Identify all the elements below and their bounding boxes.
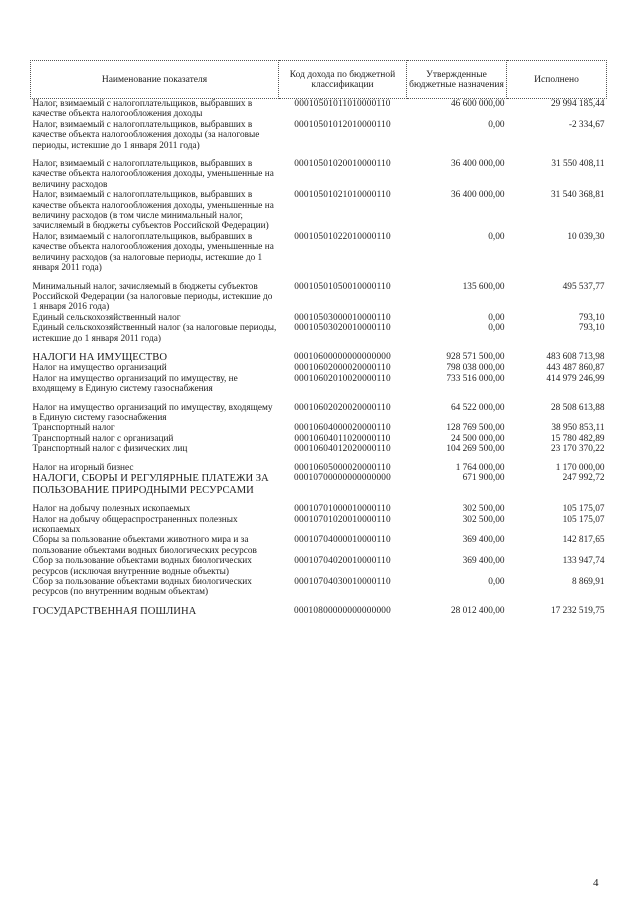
row-name: Единый сельскохозяйственный налог (за налоговые периоды, истекшие до 1 января 2011 года) — [32, 323, 277, 344]
table-row — [31, 473, 607, 496]
row-approved: 1 764 000,00 — [455, 462, 505, 473]
table-row — [31, 556, 607, 577]
table-row — [31, 344, 607, 364]
table-header-row — [31, 61, 607, 99]
table-row — [31, 423, 607, 433]
row-name: Налог на добычу полезных ископаемых — [32, 504, 191, 515]
row-approved: 0,00 — [488, 119, 505, 130]
table-row — [31, 274, 607, 313]
row-code: 00010602000020000110 — [294, 363, 391, 374]
row-code: 00010501020010000110 — [294, 159, 391, 170]
row-code: 00010604011020000110 — [294, 433, 391, 444]
table-row — [31, 190, 607, 232]
row-name: Сбор за пользование объектами водных биологических ресурсов (исключая внутренние водные объекты) — [32, 556, 252, 577]
row-name: Налог, взимаемый с налогоплательщиков, выбравших в качестве объекта налогообложения доходы (за налоговые периоды, истекшие до 1 января 2011 года) — [32, 119, 260, 151]
row-code: 00010700000000000000 — [294, 473, 391, 484]
table-row — [31, 99, 607, 120]
row-name: Налог, взимаемый с налогоплательщиков, выбравших в качестве объекта налогообложения доходы, уменьшенные на величину расходов (в том числе минимальный налог, зачисляемый в бюджеты субъектов Российской Федерации) — [32, 190, 274, 232]
row-executed: 17 232 519,75 — [551, 605, 605, 616]
row-approved: 302 500,00 — [462, 514, 505, 525]
row-executed: 15 780 482,89 — [551, 433, 605, 444]
row-name: Налог на добычу общераспространенных полезных ископаемых — [32, 514, 238, 535]
row-executed: 133 947,74 — [562, 556, 605, 567]
row-name: Налог на игорный бизнес — [32, 462, 134, 473]
row-executed: 1 170 000,00 — [555, 462, 605, 473]
row-approved: 928 571 500,00 — [446, 351, 505, 362]
row-executed: 28 508 613,88 — [551, 402, 605, 413]
row-executed: 38 950 853,11 — [551, 423, 605, 434]
row-code: 00010602020020000110 — [294, 402, 391, 413]
row-code: 00010503020010000110 — [294, 323, 391, 334]
row-name: Сбор за пользование объектами водных биологических ресурсов (по внутренним водным объектам) — [32, 576, 252, 598]
row-name: Единый сельскохозяйственный налог — [32, 312, 181, 323]
row-name: Налог на имущество организаций — [32, 363, 167, 374]
row-approved: 0,00 — [488, 576, 505, 587]
row-approved: 0,00 — [488, 312, 505, 323]
row-name: Налог, взимаемый с налогоплательщиков, выбравших в качестве объекта налогообложения доходы, уменьшенные на величину расходов (за налоговые периоды, истекшие до 1 января 2011 года) — [32, 231, 274, 274]
row-approved: 36 400 000,00 — [451, 159, 505, 170]
row-executed: 23 170 370,22 — [551, 444, 605, 455]
table-row — [31, 444, 607, 454]
row-approved: 28 012 400,00 — [451, 605, 505, 616]
row-executed: 10 039,30 — [567, 231, 605, 242]
row-code: 00010503000010000110 — [294, 312, 391, 323]
row-code: 00010704000010000110 — [294, 535, 391, 546]
row-approved: 369 400,00 — [462, 556, 505, 567]
row-approved: 24 500 000,00 — [451, 433, 505, 444]
row-executed: 142 817,65 — [562, 535, 605, 546]
row-code: 00010604012020000110 — [294, 444, 391, 455]
row-executed: 31 550 408,11 — [551, 159, 605, 170]
header-executed: Исполнено — [507, 61, 607, 99]
row-name: Транспортный налог с организаций — [32, 433, 174, 444]
table-row — [31, 577, 607, 598]
header-revenue-code: Код дохода по бюджетной классификации — [279, 61, 407, 99]
row-code: 00010501012010000110 — [294, 119, 391, 130]
row-executed: 495 537,77 — [562, 281, 605, 292]
row-executed: 8 869,91 — [571, 576, 605, 587]
row-code: 00010605000020000110 — [294, 462, 391, 473]
row-name: Налог, взимаемый с налогоплательщиков, выбравших в качестве объекта налогообложения доходы, уменьшенные на величину расходов — [32, 159, 274, 190]
table-body — [31, 99, 607, 618]
row-executed: 414 979 246,99 — [546, 373, 605, 384]
table-row — [31, 515, 607, 536]
row-executed: 443 487 860,87 — [546, 363, 605, 374]
row-code: 00010501021010000110 — [294, 190, 391, 201]
row-approved: 104 269 500,00 — [446, 444, 505, 455]
table-row — [31, 598, 607, 618]
row-code: 00010600000000000000 — [294, 351, 391, 362]
table-row — [31, 434, 607, 444]
table-row — [31, 395, 607, 424]
row-executed: 793,10 — [578, 323, 605, 334]
row-approved: 135 600,00 — [462, 281, 505, 292]
row-approved: 46 600 000,00 — [451, 99, 505, 109]
row-executed: 105 175,07 — [562, 514, 605, 525]
table-row — [31, 232, 607, 274]
row-name: Налог на имущество организаций по имуществу, не входящему в Единую систему газоснабжения — [32, 373, 238, 395]
row-executed: 483 608 713,98 — [546, 351, 605, 362]
row-approved: 36 400 000,00 — [451, 190, 505, 201]
table-row — [31, 363, 607, 373]
row-approved: 64 522 000,00 — [451, 402, 505, 413]
row-approved: 369 400,00 — [462, 535, 505, 546]
row-code: 00010602010020000110 — [294, 373, 391, 384]
row-code: 00010501022010000110 — [294, 231, 391, 242]
table-row — [31, 323, 607, 344]
row-code: 00010501011010000110 — [294, 99, 391, 109]
table-row — [31, 374, 607, 395]
row-approved: 302 500,00 — [462, 504, 505, 515]
budget-execution-table — [30, 60, 607, 617]
row-code: 00010704030010000110 — [294, 576, 391, 587]
row-executed: 105 175,07 — [562, 504, 605, 515]
row-approved: 0,00 — [488, 323, 505, 334]
table-row — [31, 535, 607, 556]
row-approved: 0,00 — [488, 231, 505, 242]
row-name: Транспортный налог с физических лиц — [32, 444, 188, 455]
row-executed: 793,10 — [578, 312, 605, 323]
header-indicator-name: Наименование показателя — [31, 61, 279, 99]
row-approved: 733 516 000,00 — [446, 373, 505, 384]
table-row — [31, 120, 607, 151]
row-executed: 247 992,72 — [562, 473, 605, 484]
table-row — [31, 151, 607, 190]
row-name: Сборы за пользование объектами животного мира и за пользование объектами водных биологических ресурсов — [32, 535, 257, 556]
row-name: НАЛОГИ НА ИМУЩЕСТВО — [32, 351, 167, 363]
table-row — [31, 455, 607, 473]
row-name: Минимальный налог, зачисляемый в бюджеты субъектов Российской Федерации (за налоговые периоды, истекшие до 1 января 2016 года) — [32, 281, 273, 313]
header-approved: Утвержденные бюджетные назначения — [407, 61, 507, 99]
row-code: 00010800000000000000 — [294, 605, 391, 616]
row-name: Транспортный налог — [32, 423, 115, 434]
row-code: 00010704020010000110 — [294, 556, 391, 567]
table-row — [31, 496, 607, 514]
row-approved: 671 900,00 — [462, 473, 505, 484]
row-executed: 31 540 368,81 — [551, 190, 605, 201]
row-approved: 798 038 000,00 — [446, 363, 505, 374]
row-executed: -2 334,67 — [568, 119, 605, 130]
table-row — [31, 313, 607, 323]
row-executed: 29 994 185,44 — [551, 99, 605, 109]
row-name: Налог, взимаемый с налогоплательщиков, выбравших в качестве объекта налогообложения доходы — [32, 99, 253, 120]
row-code: 00010604000020000110 — [294, 423, 391, 434]
row-approved: 128 769 500,00 — [446, 423, 505, 434]
row-name: НАЛОГИ, СБОРЫ И РЕГУЛЯРНЫЕ ПЛАТЕЖИ ЗА ПОЛЬЗОВАНИЕ ПРИРОДНЫМИ РЕСУРСАМИ — [32, 473, 269, 496]
row-code: 00010501050010000110 — [294, 281, 391, 292]
row-name: Налог на имущество организаций по имуществу, входящему в Единую систему газоснабжения — [32, 402, 273, 424]
row-code: 00010701020010000110 — [294, 514, 391, 525]
row-code: 00010701000010000110 — [294, 504, 391, 515]
page-number: 4 — [593, 877, 599, 889]
row-name: ГОСУДАРСТВЕННАЯ ПОШЛИНА — [32, 605, 197, 617]
